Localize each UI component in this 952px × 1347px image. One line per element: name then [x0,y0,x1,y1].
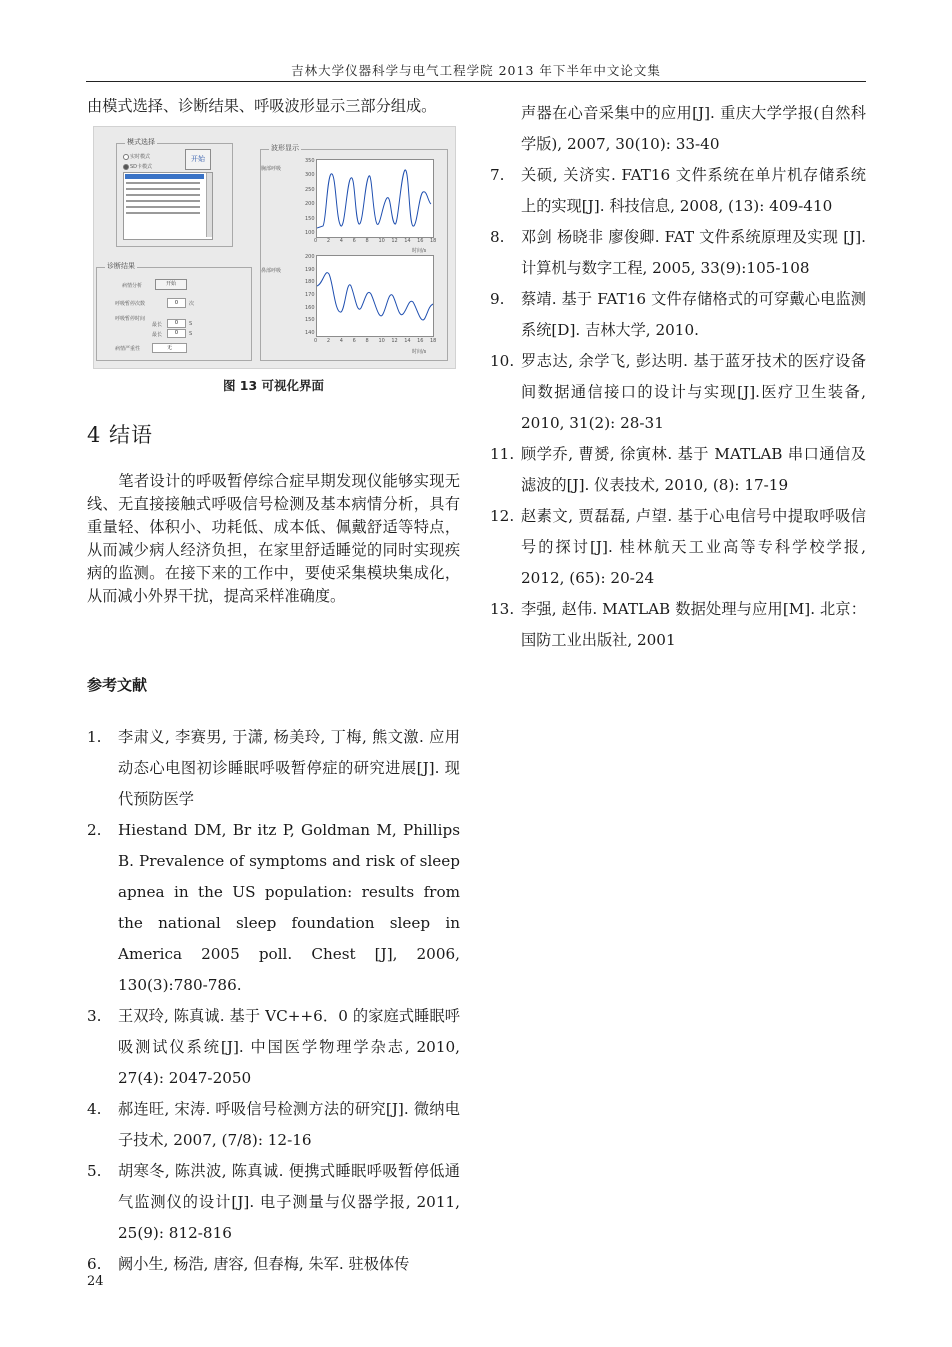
conclusion-paragraph [87,470,460,608]
x-tick-label: 4 [339,338,343,344]
x-tick-label: 16 [417,238,424,244]
reference-number: 2. [87,821,102,839]
conclusion-text: 笔者设计的呼吸暂停综合症早期发现仪能够实现无线、无直接接触式呼吸信号检测及基本病情分析，具有重量轻、体积小、功耗低、成本低、佩戴舒适等特点，从而减少病人经济负担，在家里舒适睡觉的同时实现疾病的监测。在接下来的工作中，要使采集模块集成化，从而减小外界干扰，提高采样准确度。 [87,472,460,605]
chest-waveform-svg [317,160,433,237]
reference-text: 关硕, 关济实. FAT16 文件系统在单片机存储系统上的实现[J]. 科技信息, 2008, (13): 409-410 [521,166,866,215]
references-left-column [87,722,460,1280]
references-title: 参考文献 [87,676,148,694]
shortest-label: 最长 [152,332,163,338]
reference-number: 4. [87,1100,102,1118]
count-unit: 次 [189,301,195,307]
header-rule [86,81,866,82]
reference-item [87,815,460,1001]
reference-item [490,439,866,501]
mode-group-title: 模式选择 [127,138,155,146]
reference-item [87,722,460,815]
y-tick-label: 250 [305,186,315,193]
reference-text: 顾学乔, 曹赟, 徐寅林. 基于 MATLAB 串口通信及滤波的[J]. 仪表技术, 2010, (8): 17-19 [521,445,866,494]
figure-13-gui [93,126,456,369]
reference-text: 李肃义, 李赛男, 于潇, 杨美玲, 丁梅, 熊文激. 应用动态心电图初诊睡眠呼吸暂停症的研究进展[J]. 现代预防医学 [118,728,460,808]
reference-number: 7. [490,166,505,184]
sec-unit-2: S [189,331,193,337]
reference-number: 6. [87,1255,102,1273]
severity-label: 病情严重性 [115,346,141,352]
apnea-count-label: 呼吸暂停次数 [115,301,146,307]
start-button[interactable]: 开始 [185,149,211,170]
x-tick-label: 4 [339,238,343,244]
x-tick-label: 0 [314,338,318,344]
y-tick-label: 190 [305,266,315,273]
y-tick-label: 200 [305,201,315,208]
reference-item [490,501,866,594]
reference-text: 赵素文, 贾磊磊, 卢望. 基于心电信号中提取呼吸信号的探讨[J]. 桂林航天工业高等专科学校学报, 2012, (65): 20-24 [521,507,866,587]
reference-text: 胡寒冬, 陈洪波, 陈真诚. 便携式睡眠呼吸暂停低通气监测仪的设计[J]. 电子测量与仪器学报, 2011, 25(9): 812-816 [118,1162,460,1242]
reference-text: 郝连旺, 宋涛. 呼吸信号检测方法的研究[J]. 微纳电子技术, 2007, (7/8): 12-16 [118,1100,460,1149]
y-tick-label: 170 [305,292,315,298]
x-tick-label: 18 [430,338,437,344]
reference-item [87,1001,460,1094]
reference-text: 阙小生, 杨浩, 唐容, 但春梅, 朱军. 驻极体传 [118,1255,410,1273]
reference-text: 王双玲, 陈真诚. 基于 VC++6．0 的家庭式睡眠呼吸测试仪系统[J]. 中国医学物理学杂志, 2010, 27(4): 2047-2050 [118,1007,460,1087]
y-tick-label: 180 [305,279,315,286]
x-tick-label: 8 [365,338,369,344]
analyze-label: 病情分析 [122,283,143,289]
reference-text: 邓剑 杨晓非 廖俊卿. FAT 文件系统原理及实现 [J]. 计算机与数字工程, 2005, 33(9):105-108 [521,228,866,277]
x-tick-label: 12 [391,238,398,244]
chest-x-unit: 时间/s [412,248,427,254]
figure-caption: 图 13 可视化界面 [222,378,325,393]
reference-text: 蔡靖. 基于 FAT16 文件存储格式的可穿戴心电监测系统[D]. 吉林大学, 2010. [521,290,866,339]
reference-6-continued: 声器在心音采集中的应用[J]. 重庆大学学报(自然科学版), 2007, 30(10): 33-40 [521,104,866,153]
reference-item [87,1249,460,1280]
y-tick-label: 150 [305,215,315,222]
chest-label: 胸部呼吸 [261,166,282,172]
reference-item [490,222,866,284]
reference-number: 8. [490,228,505,246]
y-tick-label: 200 [305,254,315,260]
reference-text: 罗志达, 余学飞, 彭达明. 基于蓝牙技术的医疗设备间数据通信接口的设计与实现[J].医疗卫生装备, 2010, 31(2): 28-31 [521,352,866,432]
running-header: 吉林大学仪器科学与电气工程学院 2013 年下半年中文论文集 [291,63,661,78]
x-tick-label: 8 [365,238,369,244]
references-right-column [490,98,866,656]
y-tick-label: 350 [305,158,315,164]
severity-field: 无 [152,343,187,353]
x-tick-label: 14 [404,238,411,244]
file-listbox[interactable] [123,172,213,240]
radio-realtime-label: 实时模式 [130,154,151,160]
reference-continuation [490,98,866,160]
x-tick-label: 0 [314,238,318,244]
reference-number: 11. [490,445,515,463]
diagnosis-group [96,262,252,361]
reference-number: 10. [490,352,515,370]
page-number: 24 [87,1274,104,1289]
apnea-time-label: 呼吸暂停时间 [115,316,146,322]
x-tick-label: 12 [391,338,398,344]
radio-sdcard[interactable] [123,164,129,170]
reference-item [490,160,866,222]
longest-field: 0 [167,319,186,328]
nasal-waveform-plot [316,255,434,337]
y-tick-label: 150 [305,317,315,324]
x-tick-label: 10 [378,238,385,244]
nasal-waveform-svg [317,256,433,336]
x-tick-label: 2 [326,238,331,244]
y-tick-label: 100 [305,230,315,236]
reference-text: 李强, 赵伟. MATLAB 数据处理与应用[M]. 北京：国防工业出版社, 2001 [521,600,866,649]
section-title: 4 结语 [87,423,154,447]
reference-item [87,1156,460,1249]
reference-text: Hiestand DM, Br itz P, Goldman M, Phillips B. Prevalence of symptoms and risk of sleep apnea in the US population: results from the national sleep foundation sleep in America 2005 poll. Chest [J], 2006, 130(3):780-786. [118,821,460,994]
x-tick-label: 14 [404,338,411,344]
nasal-waveform-line [317,273,433,320]
reference-number: 1. [87,728,102,746]
radio-sdcard-label: SD卡模式 [130,164,153,170]
reference-item [87,1094,460,1156]
diag-group-title: 诊断结果 [107,262,135,270]
reference-item [490,594,866,656]
chest-waveform-plot [316,159,434,238]
nasal-label: 鼻部呼吸 [261,268,282,274]
nasal-x-unit: 时间/s [412,349,427,355]
mode-select-group [116,138,233,247]
analyze-button[interactable]: 开始 [155,279,187,290]
x-tick-label: 16 [417,338,424,344]
shortest-field: 0 [167,329,186,338]
radio-realtime[interactable] [123,154,129,160]
reference-number: 3. [87,1007,102,1025]
apnea-count-field: 0 [167,298,186,308]
x-tick-label: 2 [326,338,331,344]
y-tick-label: 300 [305,172,315,179]
reference-item [490,346,866,439]
wave-group-title: 波形显示 [271,144,299,152]
reference-number: 9. [490,290,505,308]
x-tick-label: 10 [378,338,385,344]
reference-number: 13. [490,600,515,618]
y-tick-label: 140 [305,330,315,336]
sec-unit-1: S [189,321,193,327]
x-tick-label: 6 [352,338,356,344]
y-tick-label: 160 [305,304,315,311]
x-tick-label: 18 [430,238,437,244]
longest-label: 最长 [152,322,163,328]
intro-line: 由模式选择、诊断结果、呼吸波形显示三部分组成。 [87,97,437,115]
reference-number: 12. [490,507,515,525]
x-tick-label: 6 [352,238,356,244]
reference-item [490,284,866,346]
chest-waveform-line [317,170,431,228]
reference-number: 5. [87,1162,102,1180]
